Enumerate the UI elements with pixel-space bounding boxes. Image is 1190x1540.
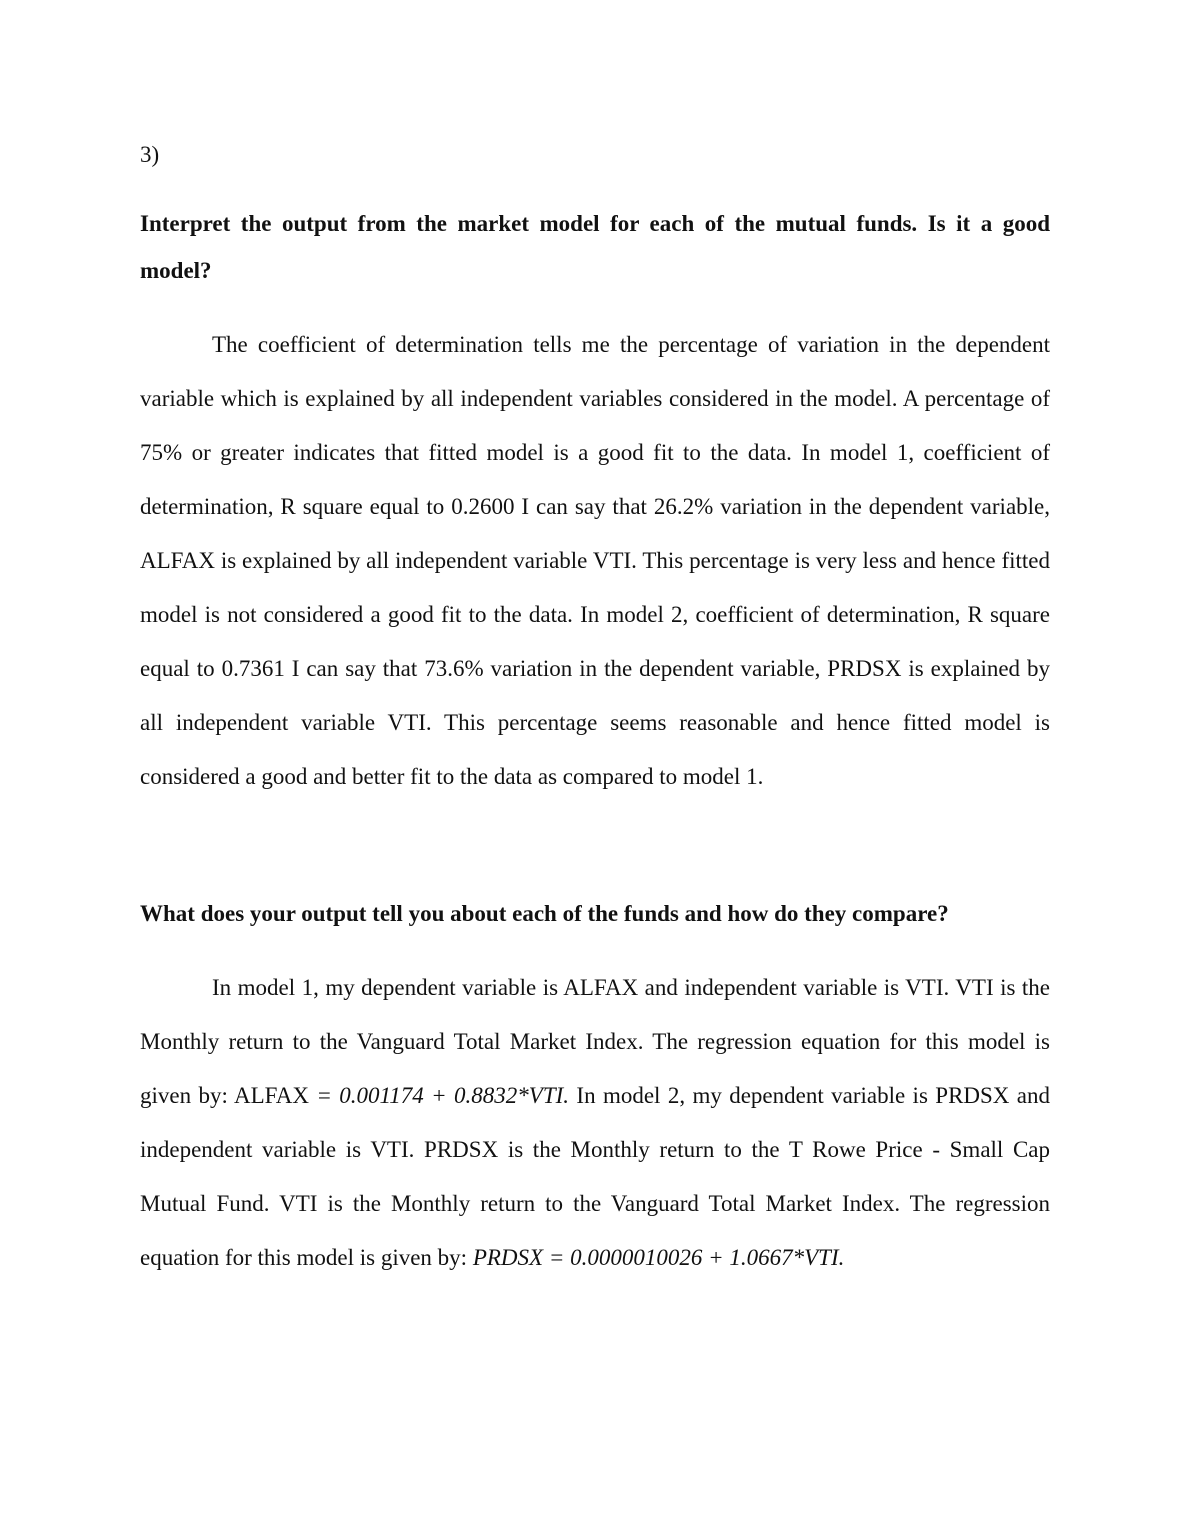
text-segment: In model 2, my dependent variable is PRDSX and independent variable is VTI. PRDSX is the Monthly return to the T Rowe Price - Small Cap Mutual Fund. VTI is the Monthly return to the Vanguard Total Market Index. The regression equation for this model is given by:: [140, 1083, 1051, 1270]
regression-equation-alfax: = 0.001174 + 0.8832*VTI.: [316, 1083, 570, 1108]
question-number: 3): [140, 142, 160, 167]
section-funds-comparison: [140, 890, 1050, 1285]
regression-equation-prdsx: PRDSX = 0.0000010026 + 1.0667*VTI.: [472, 1245, 845, 1270]
question-heading-funds-compare: What does your output tell you about each of the funds and how do they compare?: [140, 901, 949, 926]
answer-paragraph-coefficient-determination: [140, 318, 1050, 804]
text-segment: The coefficient of determination tells me the percentage of variation in the dependent variable which is explained by all independent variables considered in the model. A percentage of 75% or greater indicates that fitted model is a good fit to the data. In model 1, coefficient of determination, R square equal to 0.2600 I can say that 26.2% variation in the dependent variable, ALFAX is explained by all independent variable VTI. This percentage is very less and hence fitted model is not considered a good fit to the data. In model 2, coefficient of determination, R square equal to 0.7361 I can say that 73.6% variation in the dependent variable, PRDSX is explained by all independent variable VTI. This percentage seems reasonable and hence fitted model is considered a good and better fit to the data as compared to model 1.: [140, 332, 1050, 789]
text-segment: In model 1, my dependent variable is ALFAX and independent variable is VTI. VTI is the Monthly return to the Vanguard Total Market Index. The regression equation for this model is given by: ALFAX: [140, 975, 1050, 1108]
question-heading-market-model: Interpret the output from the market model for each of the mutual funds. Is it a good model?: [140, 211, 1050, 283]
section-model-interpretation: [140, 200, 1050, 804]
answer-paragraph-regression-equations: [140, 961, 1050, 1285]
section-spacer: [140, 804, 1050, 890]
